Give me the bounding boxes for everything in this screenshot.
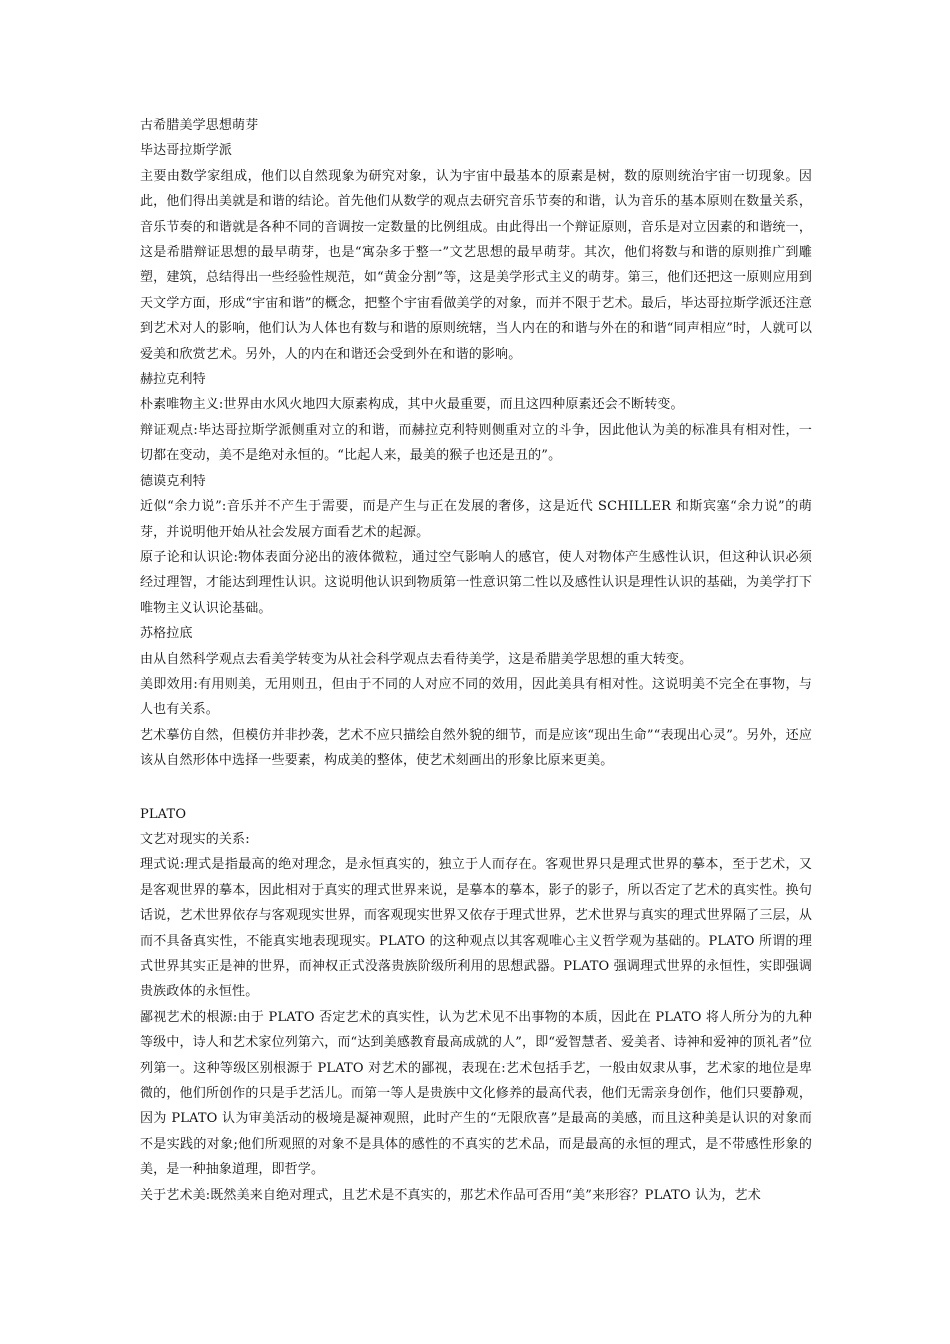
paragraph-artistic-beauty: 关于艺术美:既然美来自绝对理式，且艺术是不真实的，那艺术作品可否用“美”来形容？PLATO 认为，艺术 [140, 1187, 761, 1203]
paragraph-dialectics: 辩证观点:毕达哥拉斯学派侧重对立的和谐，而赫拉克利特则侧重对立的斗争，因此他认为美的标准具有相对性，一切都在变动，美不是绝对永恒的。“比起人来，最美的猴子也还是丑的”。 [140, 422, 812, 464]
paragraph-gap [140, 774, 812, 802]
paragraph-imitation: 艺术摹仿自然，但模仿并非抄袭，艺术不应只描绘自然外貌的细节，而是应该“现出生命”“表现出心灵”。另外，还应该从自然形体中选择一些要素，构成美的整体，使艺术刻画出的形象比原来更美。 [140, 727, 812, 769]
section-heading-plato: PLATO [140, 806, 187, 822]
section-heading-socrates: 苏格拉底 [140, 626, 193, 642]
paragraph-surplus-energy: 近似“余力说”:音乐并不产生于需要，而是产生与正在发展的奢侈，这是近代 SCHILLER 和斯宾塞“余力说”的萌芽，并说明他开始从社会发展方面看艺术的起源。 [140, 499, 812, 540]
paragraph-atomism: 原子论和认识论:物体表面分泌出的液体微粒，通过空气影响人的感官，使人对物体产生感性认识，但这种认识必须经过理智，才能达到理性认识。这说明他认识到物质第一性意识第二性以及感性认识是理性认识的基础，为美学打下唯物主义认识论基础。 [140, 549, 812, 616]
paragraph-socrates-shift: 由从自然科学观点去看美学转变为从社会科学观点去看待美学，这是希腊美学思想的重大转变。 [140, 651, 693, 667]
paragraph-contempt-for-art: 鄙视艺术的根源:由于 PLATO 否定艺术的真实性，认为艺术见不出事物的本质，因此在 PLATO 将人所分为的九种等级中，诗人和艺术家位列第六，而“达到美感教育最高成就的人”，即“爱智慧者、爱美者、诗神和爱神的顶礼者”位列第一。这种等级区别根源于 PLATO 对艺术的鄙视，表现在:艺术包括手艺，一般由奴隶从事，艺术家的地位是卑微的，他们所创作的只是手艺活儿。而第一等人是贵族中文化修养的最高代表，他们无需亲身创作，他们只要静观，因为 PLATO 认为审美活动的极境是凝神观照，此时产生的“无限欣喜”是最高的美感，而且这种美是认识的对象而不是实践的对象;他们所观照的对象不是具体的感性的不真实的艺术品，而是最高的永恒的理式，是不带感性形象的美，是一种抽象道理，即哲学。 [140, 1009, 812, 1178]
subheading-art-reality: 文艺对现实的关系: [140, 831, 250, 847]
paragraph-materialism: 朴素唯物主义:世界由水风火地四大原素构成，其中火最重要，而且这四种原素还会不断转变。 [140, 397, 684, 413]
section-heading-pythagoreans: 毕达哥拉斯学派 [140, 143, 233, 159]
paragraph-theory-of-forms: 理式说:理式是指最高的绝对理念，是永恒真实的，独立于人而存在。客观世界只是理式世界的摹本，至于艺术，又是客观世界的摹本，因此相对于真实的理式世界来说，是摹本的摹本，影子的影子，所以否定了艺术的真实性。换句话说，艺术世界依存与客观现实世界，而客观现实世界又依存于理式世界，艺术世界与真实的理式世界隔了三层，从而不具备真实性，不能真实地表现现实。PLATO 的这种观点以其客观唯心主义哲学观为基础的。PLATO 所谓的理式世界其实正是神的世界，而神权正式没落贵族阶级所利用的思想武器。PLATO 强调理式世界的永恒性，实即强调贵族政体的永恒性。 [140, 857, 812, 1000]
section-heading-democritus: 德谟克利特 [140, 473, 206, 489]
section-heading-heraclitus: 赫拉克利特 [140, 372, 206, 388]
doc-title: 古希腊美学思想萌芽 [140, 118, 259, 133]
paragraph-pythagoreans: 主要由数学家组成，他们以自然现象为研究对象，认为宇宙中最基本的原素是树，数的原则统治宇宙一切现象。因此，他们得出美就是和谐的结论。首先他们从数学的观点去研究音乐节奏的和谐，认为音乐的基本原则在数量关系，音乐节奏的和谐就是各种不同的音调按一定数量的比例组成。由此得出一个辩证原则，音乐是对立因素的和谐统一，这是希腊辩证思想的最早萌芽，也是“寓杂多于整一”文艺思想的最早萌芽。其次，他们将数与和谐的原则推广到雕塑，建筑，总结得出一些经验性规范，如“黄金分割”等，这是美学形式主义的萌芽。第三，他们还把这一原则应用到天文学方面，形成“宇宙和谐”的概念，把整个宇宙看做美学的对象，而并不限于艺术。最后，毕达哥拉斯学派还注意到艺术对人的影响，他们认为人体也有数与和谐的原则统辖，当人内在的和谐与外在的和谐“同声相应”时，人就可以爱美和欣赏艺术。另外，人的内在和谐还会受到外在和谐的影响。 [140, 168, 812, 362]
paragraph-beauty-utility: 美即效用:有用则美，无用则丑，但由于不同的人对应不同的效用，因此美具有相对性。这说明美不完全在事物，与人也有关系。 [140, 676, 812, 718]
document-body [140, 113, 812, 1208]
